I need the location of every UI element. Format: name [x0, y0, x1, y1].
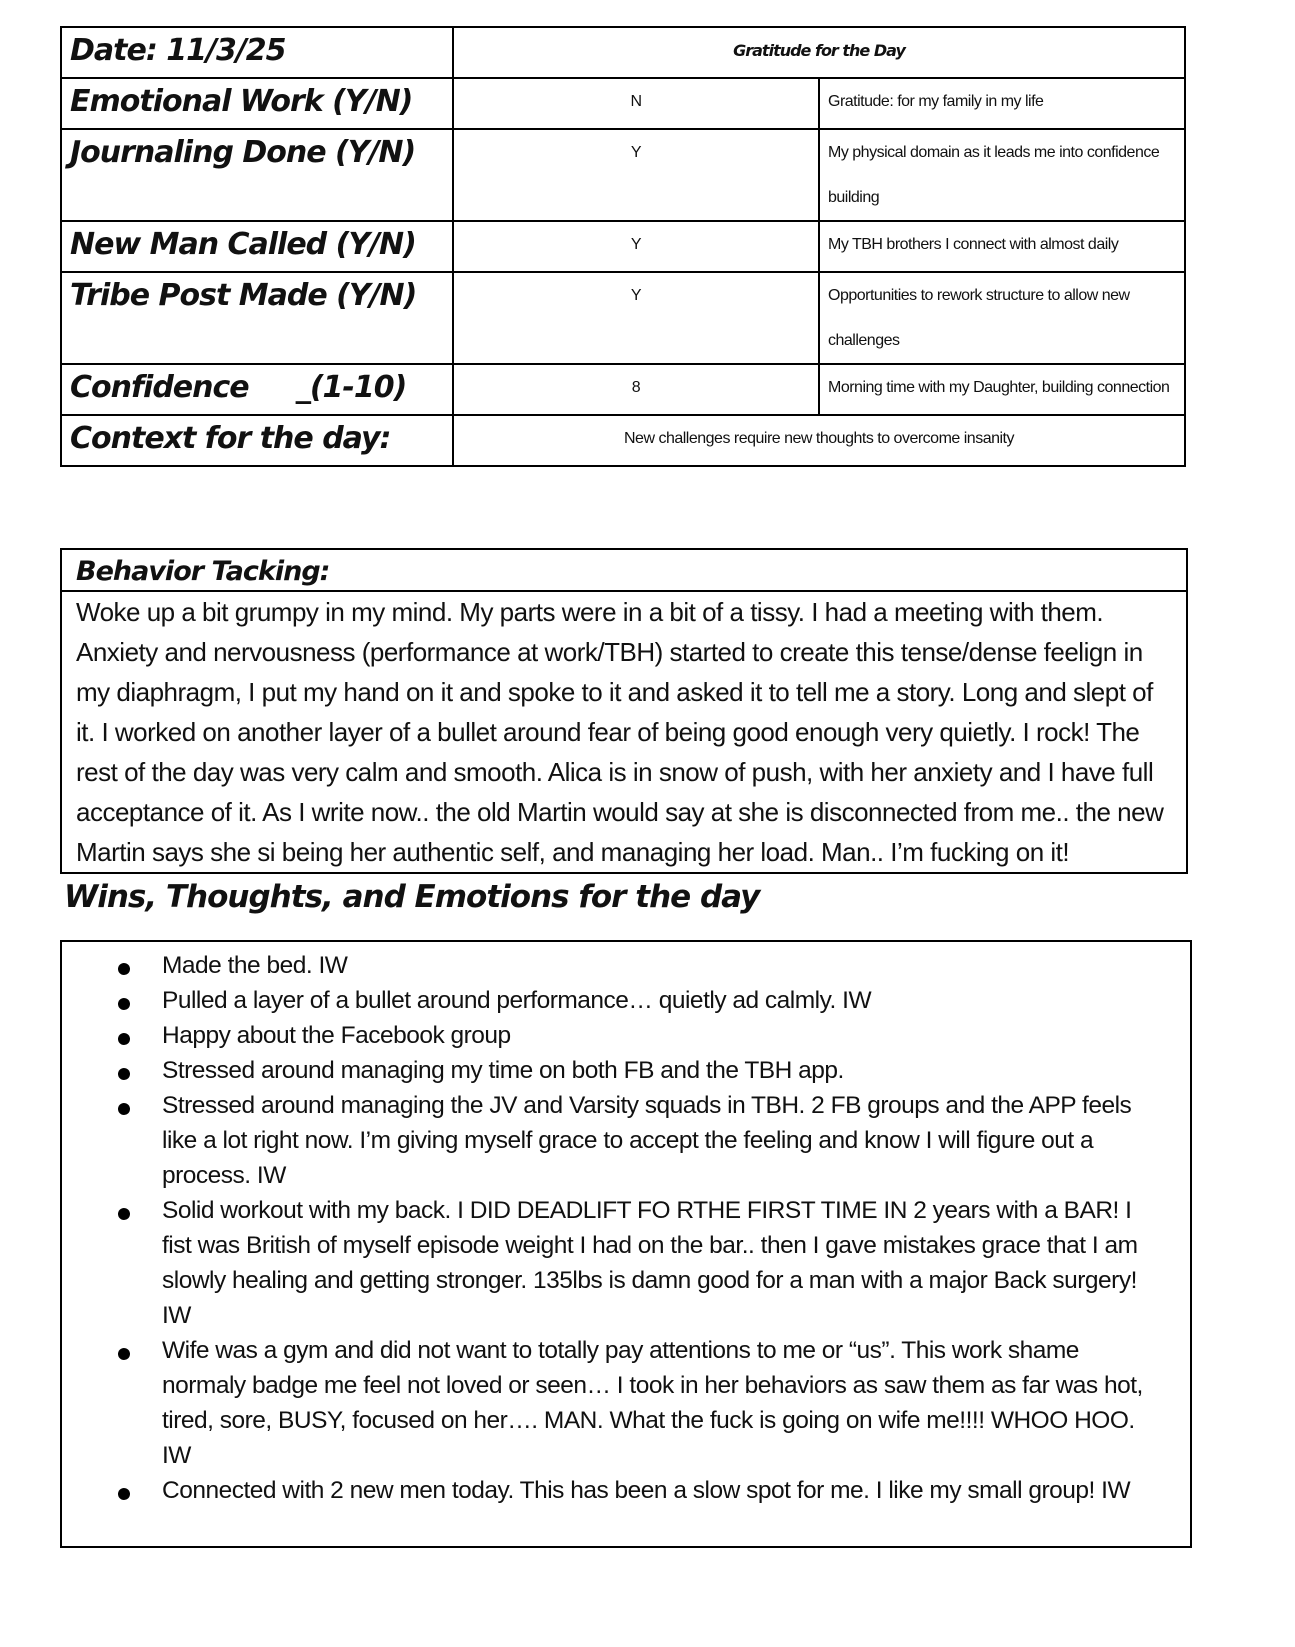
row-label: Journaling Done (Y/N) — [61, 129, 453, 221]
behavior-text: Woke up a bit grumpy in my mind. My parts were in a bit of a tissy. I had a meeting with them. Anxiety and nervousness (performance at work/TBH) started to create this tense/dense feelign in my diaphragm, I put my hand on it and spoke to it and asked it to tell me a story. Long and slept of it. I worked on another layer of a bullet around fear of being good enough very quietly. I rock! The rest of the day was very calm and smooth. Alica is in snow of push, with her anxiety and I have full acceptance of it. As I write now.. the old Martin would say at she is disconnected from me.. the new Martin says she si being her authentic self, and managing her load. Man.. I’m fucking on it! — [76, 597, 1164, 867]
row-value: Y — [453, 272, 819, 364]
bullet-icon — [118, 1488, 130, 1500]
daily-tracker-table — [60, 26, 1186, 467]
bullet-icon — [118, 1208, 130, 1220]
gratitude-item: Morning time with my Daughter, building connection — [819, 364, 1185, 415]
bullet-icon — [118, 1348, 130, 1360]
bullet-icon — [118, 998, 130, 1010]
list-item: Stressed around managing the JV and Varsity squads in TBH. 2 FB groups and the APP feels like a lot right now. I’m giving myself grace to accept the feeling and know I will figure out a process. IW — [162, 1088, 1150, 1193]
row-label: Emotional Work (Y/N) — [61, 78, 453, 129]
tracker-row — [61, 78, 1185, 129]
gratitude-item: Opportunities to rework structure to allow new challenges — [819, 272, 1185, 364]
gratitude-item: My TBH brothers I connect with almost daily — [819, 221, 1185, 272]
tracker-row — [61, 129, 1185, 221]
list-item: Made the bed. IW — [162, 948, 1150, 983]
list-item: Solid workout with my back. I DID DEADLIFT FO RTHE FIRST TIME IN 2 years with a BAR! I fist was British of myself episode weight I had on the bar.. then I gave mistakes grace that I am slowly healing and getting stronger. 135lbs is damn good for a man with a major Back surgery! IW — [162, 1193, 1150, 1333]
list-item: Stressed around managing my time on both FB and the TBH app. — [162, 1053, 1150, 1088]
bullet-icon — [118, 1033, 130, 1045]
tracker-row — [61, 272, 1185, 364]
bullet-icon — [118, 963, 130, 975]
context-row — [61, 415, 1185, 466]
list-item: Wife was a gym and did not want to totally pay attentions to me or “us”. This work shame normaly badge me feel not loved or seen… I took in her behaviors as saw them as far was hot, tired, sore, BUSY, focused on her…. MAN. What the fuck is going on wife me!!!! WHOO HOO. IW — [162, 1333, 1150, 1473]
list-item: Happy about the Facebook group — [162, 1018, 1150, 1053]
wins-list — [62, 942, 1190, 1509]
behavior-tracking-box — [60, 548, 1188, 874]
wins-title: Wins, Thoughts, and Emotions for the day — [64, 879, 760, 915]
wins-box — [60, 940, 1192, 1548]
list-item: Connected with 2 new men today. This has been a slow spot for me. I like my small group! IW — [162, 1473, 1150, 1508]
row-value: Y — [453, 129, 819, 221]
tracker-row — [61, 221, 1185, 272]
header-row — [61, 27, 1185, 78]
context-label: Context for the day: — [61, 415, 453, 466]
row-label: Tribe Post Made (Y/N) — [61, 272, 453, 364]
date-label: Date: 11/3/25 — [70, 33, 286, 68]
behavior-title: Behavior Tacking: — [62, 550, 1186, 592]
bullet-icon — [118, 1103, 130, 1115]
row-label: New Man Called (Y/N) — [61, 221, 453, 272]
tracker-row — [61, 364, 1185, 415]
bullet-icon — [118, 1068, 130, 1080]
row-label: Confidence _(1-10) — [61, 364, 453, 415]
row-value: Y — [453, 221, 819, 272]
confidence-value: 8 — [453, 364, 819, 415]
gratitude-item: My physical domain as it leads me into confidence building — [819, 129, 1185, 221]
gratitude-item: Gratitude: for my family in my life — [819, 78, 1185, 129]
context-value: New challenges require new thoughts to overcome insanity — [453, 415, 1185, 466]
list-item: Pulled a layer of a bullet around performance… quietly ad calmly. IW — [162, 983, 1150, 1018]
date-cell — [61, 27, 453, 78]
gratitude-title: Gratitude for the Day — [453, 27, 1185, 78]
row-value: N — [453, 78, 819, 129]
